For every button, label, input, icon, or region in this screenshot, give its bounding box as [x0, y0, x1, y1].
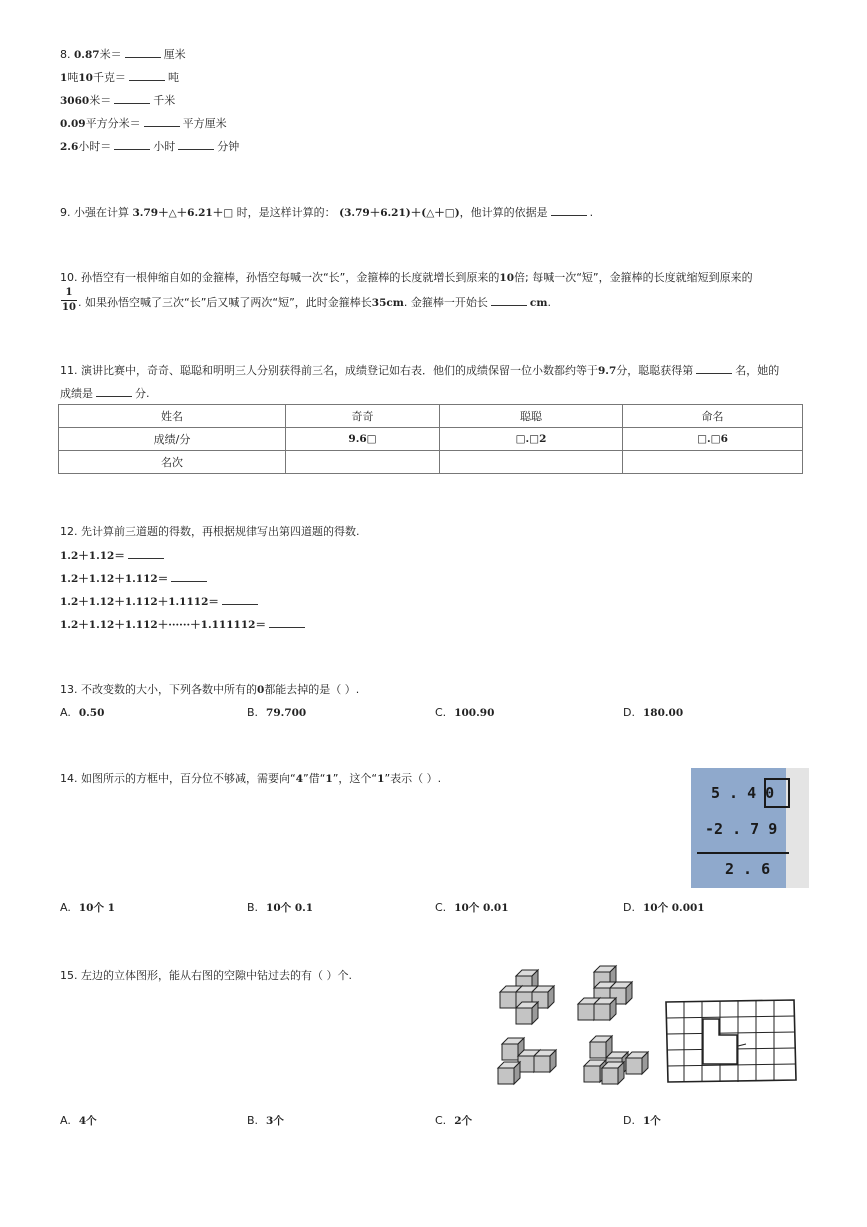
answer-blank[interactable] — [491, 294, 527, 306]
q15-stem: 15. 左边的立体图形，能从右图的空隙中钻过去的有（ ）个. — [60, 969, 352, 982]
answer-blank[interactable] — [96, 385, 132, 397]
q14-option-c[interactable]: C. 10个 0.01 — [435, 901, 509, 914]
q14-option-a[interactable]: A. 10个 1 — [60, 901, 115, 914]
q15-option-c[interactable]: C. 2个 — [435, 1114, 472, 1127]
q8-number: 8. — [60, 48, 71, 61]
answer-blank[interactable] — [178, 138, 214, 150]
table-header: 姓名 — [59, 405, 286, 428]
q12-expr2: 1.2＋1.12＋1.112＝ — [60, 570, 210, 586]
answer-blank[interactable] — [114, 92, 150, 104]
answer-blank[interactable] — [114, 138, 150, 150]
rank-input-cell[interactable] — [286, 451, 440, 474]
table-cell: □.□2 — [440, 428, 623, 451]
answer-blank[interactable] — [171, 570, 207, 582]
q11-stem-line2: 成绩是 分. — [60, 387, 150, 400]
table-row — [59, 428, 803, 451]
table-cell: 9.6□ — [286, 428, 440, 451]
q15-option-d[interactable]: D. 1个 — [623, 1114, 661, 1127]
solid-figures-illustration — [492, 962, 652, 1092]
rank-input-cell[interactable] — [623, 451, 803, 474]
q14-stem: 14. 如图所示的方框中，百分位不够减，需要向“4”借“1”，这个“1”表示（ ）. — [60, 772, 442, 785]
image-row-subtrahend: -2 . 7 9 — [705, 820, 778, 838]
table-header: 命名 — [623, 405, 803, 428]
table-header-row — [59, 405, 803, 428]
q8-line4: 0.09平方分米＝ 平方厘米 — [60, 117, 227, 130]
q8-line5: 2.6小时＝ 小时 分钟 — [60, 140, 240, 153]
table-header: 聪聪 — [440, 405, 623, 428]
table-cell: 名次 — [59, 451, 286, 474]
answer-blank[interactable] — [551, 204, 587, 216]
table-cell: □.□6 — [623, 428, 803, 451]
answer-blank[interactable] — [696, 362, 732, 374]
q12-stem: 12. 先计算前三道题的得数，再根据规律写出第四道题的得数. — [60, 525, 360, 538]
fraction-one-tenth: 1 10 — [62, 287, 76, 313]
q13-option-b[interactable]: B. 79.700 — [247, 706, 307, 719]
answer-blank[interactable] — [269, 616, 305, 628]
rank-input-cell[interactable] — [440, 451, 623, 474]
q15-option-b[interactable]: B. 3个 — [247, 1114, 284, 1127]
q14-option-b[interactable]: B. 10个 0.1 — [247, 901, 314, 914]
image-result-line — [697, 852, 789, 854]
image-row-result: 2 . 6 — [725, 860, 771, 878]
q14-option-d[interactable]: D. 10个 0.001 — [623, 901, 705, 914]
image-row-minuend: 5 . 4 0 — [711, 784, 775, 802]
answer-blank[interactable] — [222, 593, 258, 605]
solid-figure-4 — [584, 1036, 648, 1084]
score-table — [58, 404, 803, 474]
q15-option-a[interactable]: A. 4个 — [60, 1114, 97, 1127]
subtraction-image — [691, 768, 809, 888]
solid-figure-3 — [498, 1038, 556, 1084]
solid-figure-2 — [578, 966, 632, 1020]
table-cell: 成绩/分 — [59, 428, 286, 451]
q8-line1: 8. 0.87米＝ 厘米 — [60, 48, 186, 61]
q12-expr3: 1.2＋1.12＋1.112＋1.1112＝ — [60, 593, 261, 609]
answer-blank[interactable] — [125, 46, 161, 58]
q13-option-c[interactable]: C. 100.90 — [435, 706, 495, 719]
q12-expr1: 1.2＋1.12＝ — [60, 547, 167, 563]
q13-stem: 13. 不改变数的大小，下列各数中所有的0都能去掉的是（ ）. — [60, 683, 360, 696]
q12-expr4: 1.2＋1.12＋1.112＋······＋1.111112＝ — [60, 616, 308, 632]
answer-blank[interactable] — [144, 115, 180, 127]
q13-option-d[interactable]: D. 180.00 — [623, 706, 684, 719]
q13-option-a[interactable]: A. 0.50 — [60, 706, 105, 719]
q10-stem-line2: . 如果孙悟空喊了三次“长”后又喊了两次“短”，此时金箍棒长35cm. 金箍棒一开始长 cm. — [78, 296, 551, 309]
solid-figure-1 — [500, 970, 554, 1024]
q9-stem: 9. 小强在计算 3.79＋△＋6.21＋□ 时，是这样计算的： (3.79＋6.21)＋(△＋□)，他计算的依据是 . — [60, 206, 594, 219]
answer-blank[interactable] — [128, 547, 164, 559]
q11-stem-line1: 11. 演讲比赛中，奇奇、聪聪和明明三人分别获得前三名，成绩登记如右表．他们的成绩保留一位小数都约等于9.7分，聪聪获得第 名，她的 — [60, 364, 780, 377]
table-row — [59, 451, 803, 474]
grid-with-gap-illustration — [664, 998, 799, 1084]
q10-stem-line1: 10. 孙悟空有一根伸缩自如的金箍棒，孙悟空每喊一次“长”，金箍棒的长度就增长到原来的10倍; 每喊一次“短”，金箍棒的长度就缩短到原来的 — [60, 271, 753, 284]
table-header: 奇奇 — [286, 405, 440, 428]
q8-line2: 1吨10千克＝ 吨 — [60, 71, 179, 84]
answer-blank[interactable] — [129, 69, 165, 81]
q8-line3: 3060米＝ 千米 — [60, 94, 176, 107]
